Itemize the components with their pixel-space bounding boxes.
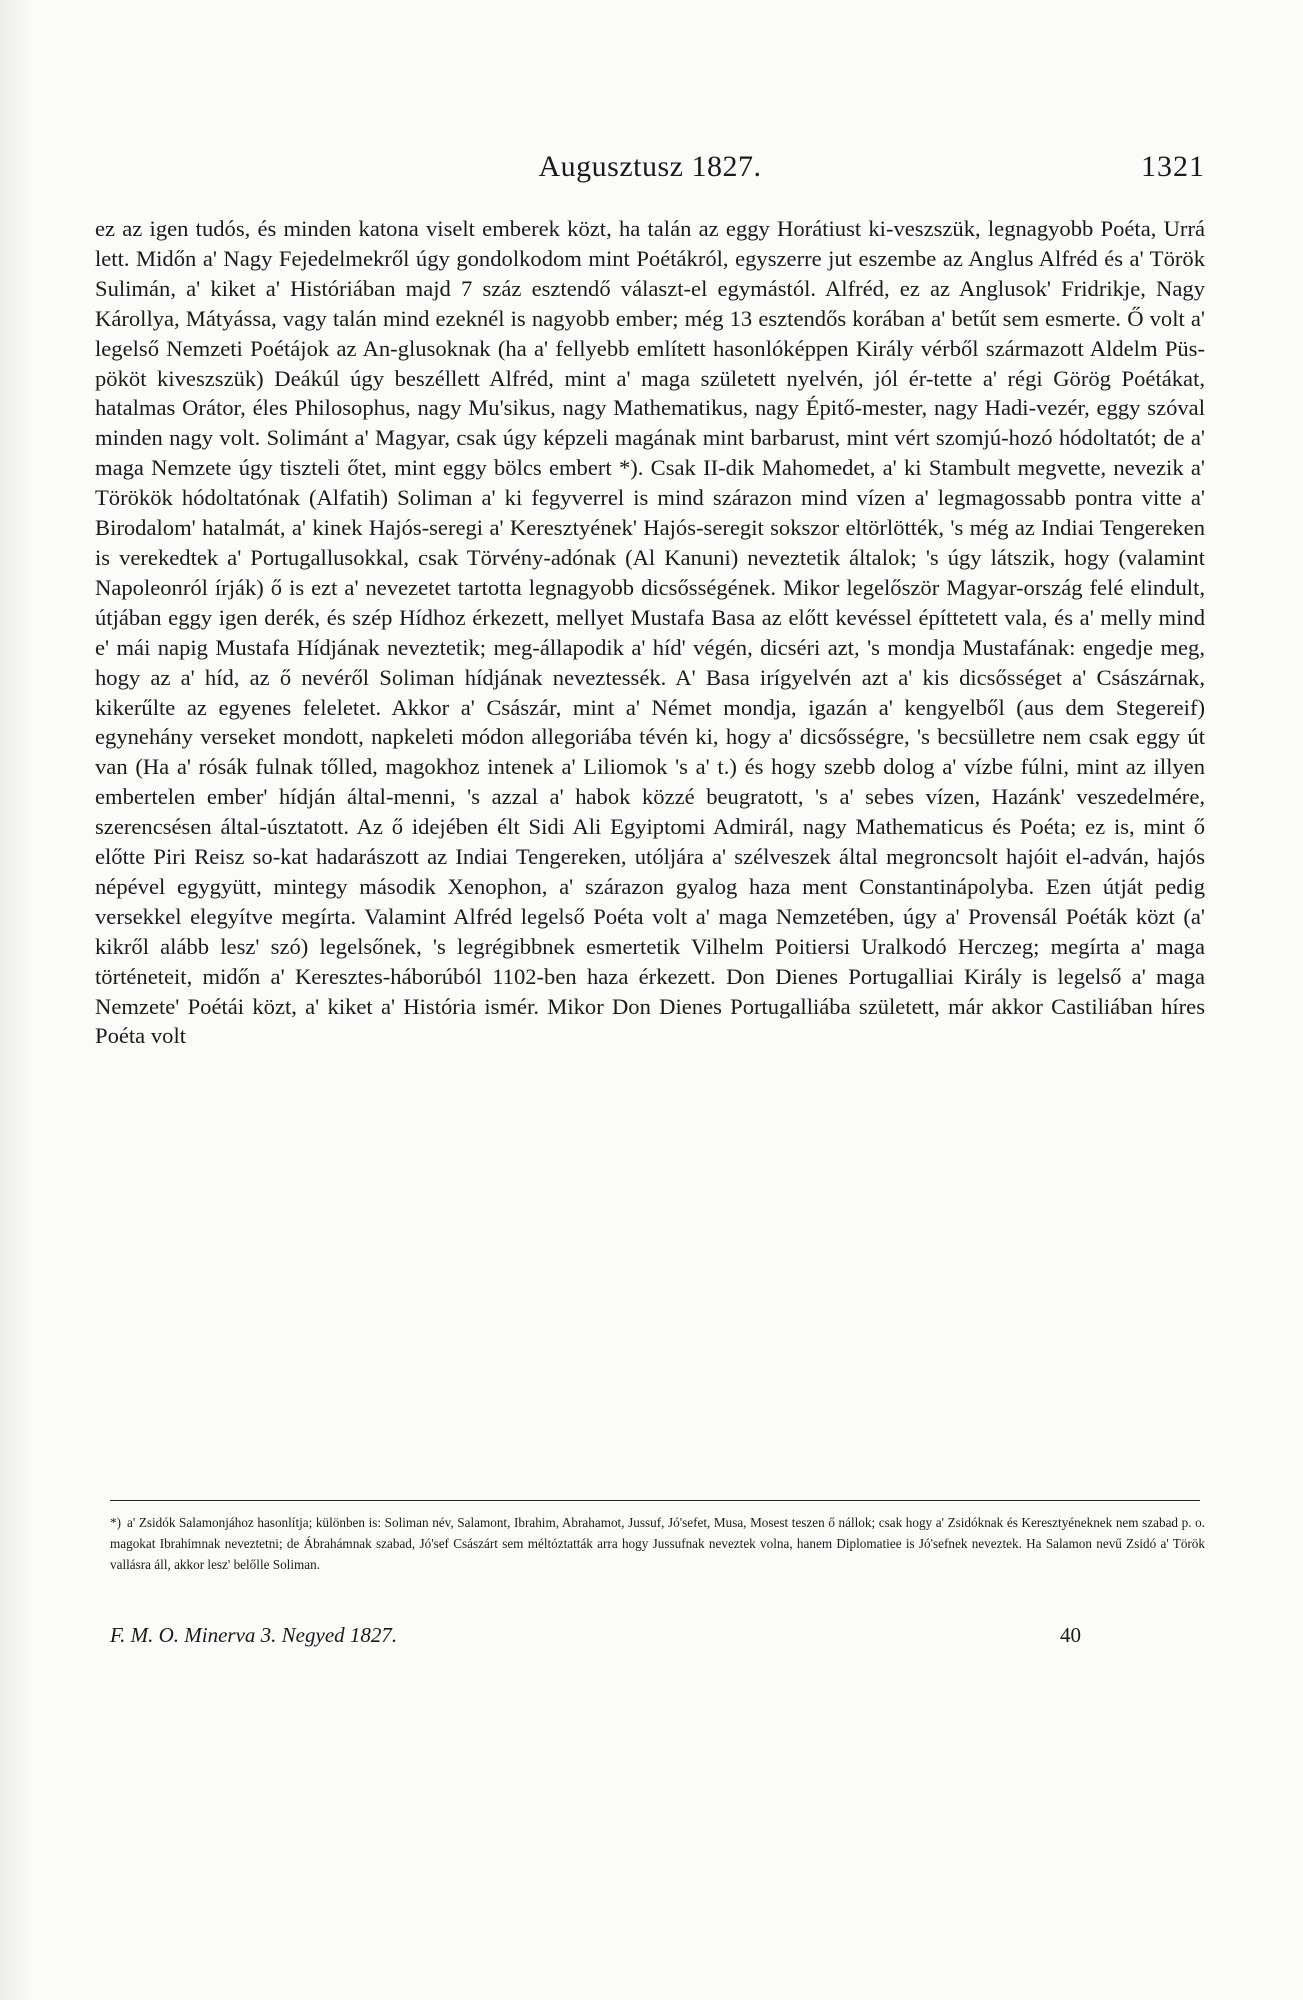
footnote [110, 1512, 1205, 1575]
page-number: 1321 [1141, 150, 1205, 183]
page-edge-shadow [0, 0, 34, 2000]
sheet-number: 40 [1060, 1623, 1081, 1647]
footnote-marker: *) [110, 1515, 121, 1530]
main-text [95, 214, 1205, 1051]
header-title: Augusztusz 1827. [538, 150, 762, 183]
footnote-separator [110, 1500, 1200, 1501]
footer-signature: F. M. O. Minerva 3. Negyed 1827. [110, 1623, 398, 1647]
footnote-text: a' Zsidók Salamonjához hasonlítja; különben is: Soliman név, Salamont, Ibrahim, Abrahamot, Jussuf, Jó'sefet, Musa, Mosest teszen ő nállok; csak hogy a' Zsidóknak és Keresztyéneknek nem szabad p. o. magokat Ibrahimnak neveztetni; de Ábrahámnak szabad, Jó'sef Császárt sem méltóztatták arra hogy Jussufnak neveztek volna, hanem Diplomatiee is Jó'sefnek neveztek. Ha Salamon nevű Zsidó a' Török vallásra áll, akkor lesz' belőlle Soliman. [110, 1515, 1205, 1572]
page-footer [110, 1623, 1110, 1653]
running-header [95, 150, 1205, 190]
body-paragraph: ez az igen tudós, és minden katona viselt emberek közt, ha talán az eggy Horátiust ki-veszszük, legnagyobb Poéta, Urrá lett. Midőn a' Nagy Fejedelmekről úgy gondolkodom mint Poétákról, egyszerre jut eszembe az Anglus Alfréd és a' Török Sulimán, a' kiket a' Históriában majd 7 száz esztendő választ-el egymástól. Alfréd, ez az Anglusok' Fridrikje, Nagy Károllya, Mátyássa, vagy talán mind ezeknél is nagyobb ember; még 13 esztendős korában a' betűt sem esmerte. Ő volt a' legelső Nemzeti Poétájok az An-glusoknak (ha a' fellyebb említett hasonlóképpen Király vérből származott Aldelm Püs-pököt kiveszszük) Deákúl úgy beszéllett Alfréd, mint a' maga született nyelvén, jól ér-tette a' régi Görög Poétákat, hatalmas Orátor, éles Philosophus, nagy Mu'sikus, nagy Mathematikus, nagy Épitő-mester, nagy Hadi-vezér, eggy szóval minden nagy volt. Solimánt a' Magyar, csak úgy képzeli magának mint barbarust, mint vért szomjú-hozó hódoltatót; de a' maga Nemzete úgy tiszteli őtet, mint eggy bölcs embert *). Csak II-dik Mahomedet, a' ki Stambult megvette, nevezik a' Törökök hódoltatónak (Alfatih) Soliman a' ki fegyverrel is mind szárazon mind vízen a' legmagossabb pontra vitte a' Birodalom' hatalmát, a' kinek Hajós-seregi a' Keresztyének' Hajós-seregit sokszor eltörlötték, 's még az Indiai Tengereken is verekedtek a' Portugallusokkal, csak Törvény-adónak (Al Kanuni) neveztetik általok; 's úgy látszik, hogy (valamint Napoleonról írják) ő is ezt a' nevezetet tartotta legnagyobb dicsősségének. Mikor legelőször Magyar-ország felé elindult, útjában eggy igen derék, és szép Hídhoz érkezett, mellyet Mustafa Basa az előtt kevéssel építtetett vala, és a' melly mind e' mái napig Mustafa Hídjának neveztetik; meg-állapodik a' híd' végén, dicséri azt, 's mondja Mustafának: engedje meg, hogy az a' híd, az ő nevéről Soliman hídjának neveztessék. A' Basa irígyelvén azt a' kis dicsősséget a' Császárnak, kikerűlte az egyenes feleletet. Akkor a' Császár, mint a' Német mondja, igazán a' kengyelből (aus dem Stegereif) egynehány verseket mondott, napkeleti módon allegoriába tévén ki, hogy a' dicsősségre, 's becsülletre nem csak eggy út van (Ha a' rósák fulnak tőlled, magokhoz intenek a' Liliomok 's a' t.) és hogy szebb dolog a' vízbe fúlni, mint az illyen embertelen ember' hídján által-menni, 's azzal a' habok közzé beugratott, 's a' sebes vízen, Hazánk' veszedelmére, szerencsésen által-úsztatott. Az ő idejében élt Sidi Ali Egyiptomi Admirál, nagy Mathematicus és Poéta; ez is, mint ő előtte Piri Reisz so-kat hadarászott az Indiai Tengereken, utóljára a' szélveszek által megroncsolt hajóit el-adván, hajós népével egygyütt, mintegy második Xenophon, a' szárazon gyalog haza ment Constantinápolyba. Ezen útját pedig versekkel elegyítve megírta. Valamint Alfréd legelső Poéta volt a' maga Nemzetében, úgy a' Provensál Poéták közt (a' kikről alább lesz' szó) legelsőnek, 's legrégibbnek esmertetik Vilhelm Poitiersi Uralkodó Herczeg; megírta a' maga történeteit, midőn a' Keresztes-háborúból 1102-ben haza érkezett. Don Dienes Portugalliai Király is legelső a' maga Nemzete' Poétái közt, a' kiket a' História ismér. Mikor Don Dienes Portugalliába született, már akkor Castiliában híres Poéta volt [95, 216, 1205, 1049]
